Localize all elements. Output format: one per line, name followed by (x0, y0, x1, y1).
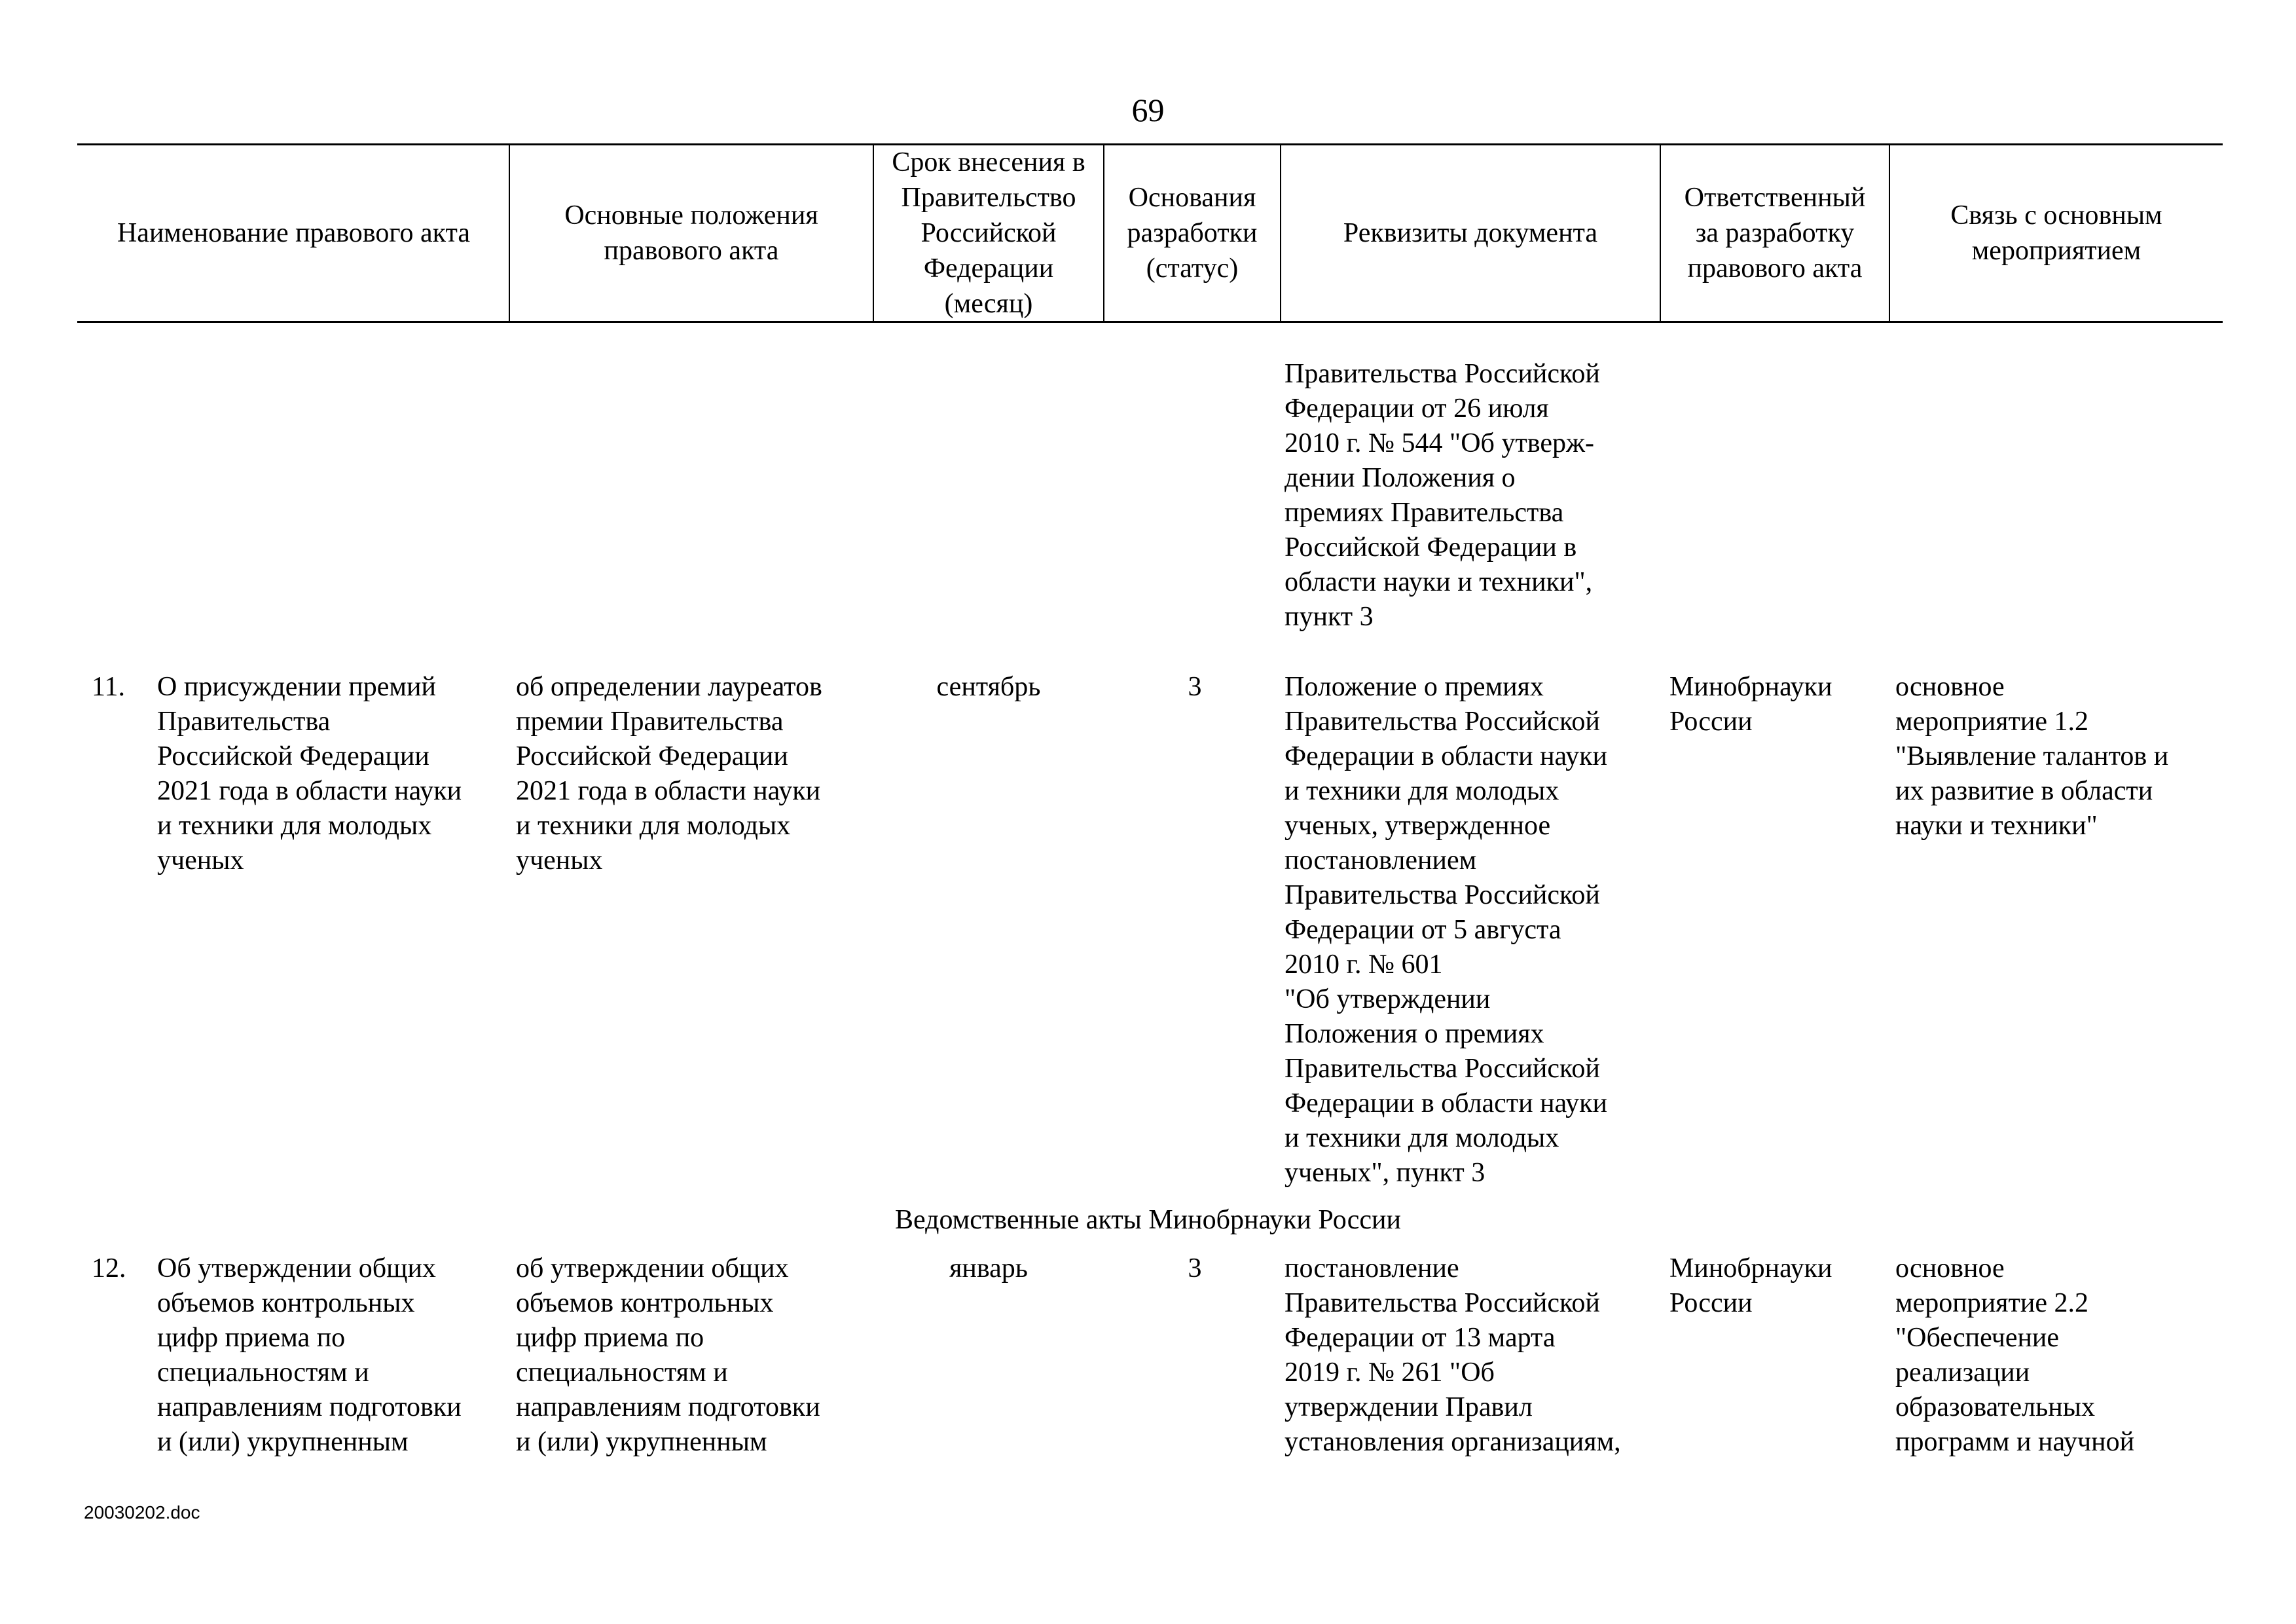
section-title: Ведомственные акты Минобрнауки России (895, 1205, 1401, 1235)
row-11-act-name: О присуждении премий Правительства Российской Федерации 2021 года в области науки и техники для молодых ученых (157, 672, 462, 876)
row-12-act-name: Об утверждении общих объемов контрольных цифр приема по специальностям и направлениям подготовки и (или) укрупненным (157, 1253, 462, 1457)
row-11-number: 11. (92, 672, 125, 702)
row-12-provisions: об утверждении общих объемов контрольных цифр приема по специальностям и направлениям подготовки и (или) укрупненным (516, 1253, 820, 1457)
row-12-activity-link: основное мероприятие 2.2 "Обеспечение реализации образовательных программ и научной (1895, 1253, 2135, 1457)
header-responsible: Ответственный за разработку правового акта (1684, 183, 1866, 284)
row-12-basis: 3 (1188, 1253, 1202, 1283)
continuation-requisites: Правительства Российской Федерации от 26 июля 2010 г. № 544 "Об утверж- дении Положения о премиях Правительства Российской Федерации в области науки и техники", пункт 3 (1285, 359, 1600, 632)
footer-filename: 20030202.doc (84, 1502, 200, 1522)
row-12-term: январь (949, 1253, 1028, 1283)
header-document-requisites: Реквизиты документа (1343, 218, 1598, 248)
header-development-basis: Основания разработки (статус) (1127, 183, 1258, 284)
row-12-requisites: постановление Правительства Российской Федерации от 13 марта 2019 г. № 261 "Об утверждении Правил установления организациям, (1285, 1253, 1621, 1457)
row-11-term: сентябрь (936, 672, 1041, 702)
header-act-name: Наименование правового акта (117, 218, 471, 248)
row-11-activity-link: основное мероприятие 1.2 "Выявление талантов и их развитие в области науки и техники" (1895, 672, 2169, 841)
page-number: 69 (1131, 92, 1165, 128)
row-11-basis: 3 (1188, 672, 1202, 702)
row-12-number: 12. (92, 1253, 126, 1283)
row-12-responsible: Минобрнауки России (1669, 1253, 1832, 1318)
row-11-requisites: Положение о премиях Правительства Российской Федерации в области науки и техники для молодых ученых, утвержденное постановлением Правительства Российской Федерации от 5 августа 2010 г. № 601 "Об утверждении Положения о премиях Правительства Российской Федерации в области науки и техники для молодых ученых", пункт 3 (1285, 672, 1607, 1188)
row-11-provisions: об определении лауреатов премии Правительства Российской Федерации 2021 года в области науки и техники для молодых ученых (516, 672, 822, 876)
row-11-responsible: Минобрнауки России (1669, 672, 1832, 737)
header-main-activity-link: Связь с основным мероприятием (1950, 200, 2162, 266)
header-submission-term: Срок внесения в Правительство Российской Федерации (месяц) (892, 147, 1085, 319)
header-main-provisions: Основные положения правового акта (564, 200, 818, 266)
